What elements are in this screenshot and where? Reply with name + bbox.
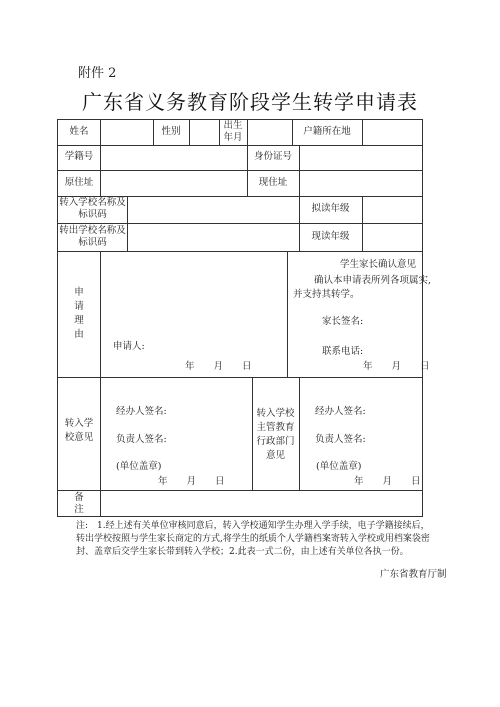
school-handler-sign-label: 经办人签名: [116, 406, 167, 417]
remarks-field[interactable] [104, 493, 420, 515]
old-address-field[interactable] [104, 174, 244, 193]
out-school-label-line1: 转出学校名称及 [59, 225, 126, 236]
applicant-date: 年 月 日 [185, 361, 252, 372]
new-address-field[interactable] [302, 174, 420, 193]
parent-confirm-line2: 并支持其转学。 [293, 289, 360, 300]
birth-label-line2: 年月 [223, 132, 243, 143]
current-grade-field[interactable] [364, 226, 420, 248]
school-seal-label: (单位盖章) [116, 461, 162, 472]
dept-leader-sign-label: 负责人签名: [315, 434, 366, 445]
attachment-label: 附件 2 [78, 66, 117, 81]
student-no-field[interactable] [104, 148, 244, 167]
hukou-label: 户籍所在地 [303, 126, 351, 137]
current-grade-label: 现读年级 [311, 231, 350, 242]
parent-date: 年 月 日 [363, 361, 430, 372]
dept-opinion-label-line4: 意见 [265, 450, 285, 461]
planned-grade-field[interactable] [364, 199, 420, 220]
remarks-label-line1: 备 [74, 492, 84, 503]
school-opinion-date: 年 月 日 [158, 476, 225, 487]
note-line-3: 封、盖章后交学生家长带到转入学校；2.此表一式二份，由上述有关单位各执一份。 [76, 547, 409, 557]
birth-field[interactable] [249, 123, 291, 142]
reason-label-char-4: 由 [74, 329, 84, 340]
school-opinion-label-line2: 校意见 [64, 432, 94, 443]
issuer-label: 广东省教育厅制 [380, 569, 447, 580]
out-school-label-line2: 标识码 [78, 237, 107, 248]
old-address-label: 原住址 [64, 177, 94, 188]
contact-phone-label: 联系电话: [322, 346, 364, 357]
id-label: 身份证号 [253, 151, 292, 162]
dept-opinion-label-line2: 主管教育 [256, 422, 295, 433]
application-form [57, 119, 432, 517]
id-field[interactable] [302, 148, 420, 167]
name-label: 姓名 [69, 126, 89, 137]
school-leader-sign-label: 负责人签名: [116, 434, 167, 445]
gender-field[interactable] [191, 123, 218, 142]
birth-label-line1: 出生 [223, 120, 243, 131]
note-line-2: 转出学校按照与学生家长商定的方式,将学生的纸质个人学籍档案寄转入学校或用档案袋密 [76, 534, 430, 544]
parent-confirm-title: 学生家长确认意见 [340, 259, 417, 270]
note-line-1: 注: 1.经上述有关单位审核同意后，转入学校通知学生办理入学手续，电子学籍接续后， [76, 521, 430, 531]
parent-sign-label: 家长签名: [322, 316, 364, 327]
dept-opinion-label-line3: 行政部门 [256, 436, 295, 447]
student-no-label: 学籍号 [64, 151, 94, 162]
dept-seal-label: (单位盖章) [316, 461, 362, 472]
hukou-field[interactable] [364, 123, 420, 142]
new-address-label: 现住址 [258, 177, 288, 188]
reason-label-char-2: 请 [74, 301, 84, 312]
reason-label-char-3: 理 [74, 315, 84, 326]
reason-field[interactable] [104, 255, 284, 335]
in-school-label-line2: 标识码 [78, 209, 107, 220]
parent-confirm-line1: 确认本申请表所列各项属实, [314, 275, 432, 286]
dept-opinion-label-line1: 转入学校 [256, 408, 295, 419]
name-field[interactable] [104, 123, 152, 142]
remarks-label-line2: 注 [74, 504, 84, 515]
out-school-field[interactable] [130, 226, 296, 248]
school-opinion-label-line1: 转入学 [64, 418, 94, 429]
in-school-field[interactable] [130, 199, 296, 220]
planned-grade-label: 拟读年级 [311, 203, 350, 214]
dept-opinion-date: 年 月 日 [354, 476, 421, 487]
reason-label-char-1: 申 [74, 287, 84, 298]
dept-handler-sign-label: 经办人签名: [315, 406, 366, 417]
gender-label: 性别 [161, 126, 181, 137]
page-title: 广东省义务教育阶段学生转学申请表 [82, 90, 418, 114]
in-school-label-line1: 转入学校名称及 [59, 197, 126, 208]
applicant-label: 申请人: [113, 341, 145, 352]
form-notes [76, 520, 428, 559]
